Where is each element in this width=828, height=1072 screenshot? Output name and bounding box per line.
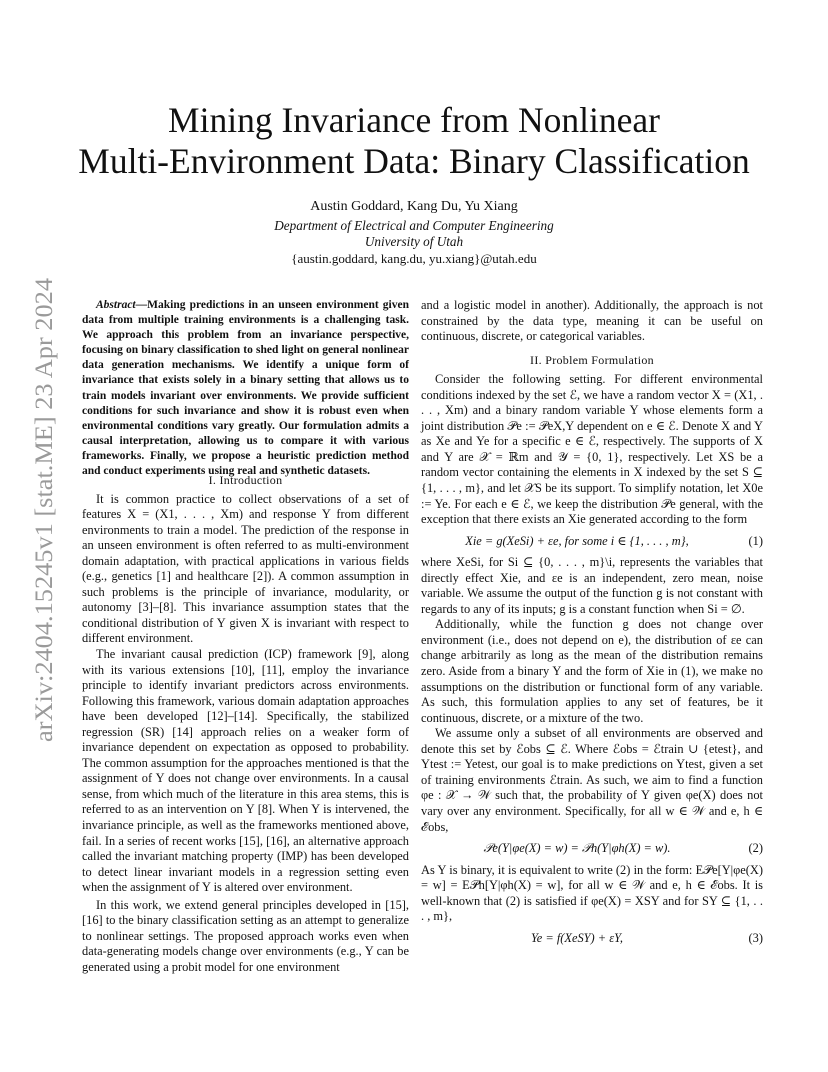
- right-paragraph-1: Consider the following setting. For different environmental conditions indexed by the set ℰ, we have a random vector X = (X1, . . . , Xm) and a binary random variable Y whose elements form a joint distribution 𝒫e := 𝒫eX,Y dependent on e ∈ ℰ. Denote X and Y as Xe and Ye for a specific e ∈ ℰ, respectively. The supports of X and Y are 𝒳 = ℝm and 𝒴 = {0, 1}, respectively. Let XS be a random vector containing the elements in X indexed by the set S ⊆ {1, . . . , m}, and let 𝒳S be its support. To simplify notation, let X0e := Ye. For each e ∈ ℰ, we keep the distribution 𝒫e general, with the exception that there exists an Xie generated according to the form: [421, 372, 763, 527]
- arxiv-id: arXiv:2404.15245v1 [stat.ME] 23 Apr 2024: [31, 301, 58, 742]
- right-paragraph-5: As Y is binary, it is equivalent to write (2) in the form: E𝒫e[Y|φe(X) = w] = E𝒫h[Y|φh(X) = w], for all w ∈ 𝒲 and e, h ∈ ℰobs. It is well-known that (2) is satisfied if φe(X) = XSY and for SY ⊆ {1, . . . , m},: [421, 862, 763, 924]
- author-emails: {austin.goddard, kang.du, yu.xiang}@utah.edu: [291, 251, 537, 266]
- equation-2-body: 𝒫e(Y|φe(X) = w) = 𝒫h(Y|φh(X) = w).: [483, 841, 671, 856]
- abstract-body: —Making predictions in an unseen environment given data from multiple training environments is a challenging task. We approach this problem from an invariance perspective, focusing on binary classification to shed light on general nonlinear data generation mechanisms. We identify a unique form of invariance that exists solely in a binary setting that allows us to train models invariant over environments. We provide sufficient conditions for such invariance and show it is robust even when environmental conditions vary greatly. Our formulation admits a causal interpretation, allowing us to compare it with various frameworks. Finally, we propose a heuristic prediction method and conduct experiments using real and synthetic datasets.: [82, 299, 409, 478]
- introduction-section: [82, 473, 409, 976]
- intro-heading: I. Introduction: [208, 473, 283, 487]
- equation-2: [421, 841, 763, 857]
- right-paragraph-2: where XeSi, for Si ⊆ {0, . . . , m}\i, represents the variables that directly effect Xie, and εe is an independent, zero mean, noise variable. We assume the output of the function g is not constant with regards to any of its inputs; g is a constant function when Si = ∅.: [421, 555, 763, 616]
- intro-paragraph-2: The invariant causal prediction (ICP) framework [9], along with its various extensions [10], [11], employ the invariance principle to identify invariant predictors across environments. Following this framework, various domain adaptation approaches have been developed [12]–[14]. Specifically, the stabilized regression (SR) [14] approach relies on a weaker form of invariance dependent on expectation as opposed to probability. The common assumption for the approaches mentioned is that the assignment of Y does not change over environments. In a causal sense, from which much of the literature in this area stems, this is referred to as an intervention on Y [8]. When Y is intervened, the invariance principle, as well as the frameworks mentioned above, fail. In a series of recent works [15], [16], an alternative approach called the invariant matching property (IMP) has been developed to detect linear invariant models in a regression setting even when the assignment of Y is altered over environment.: [82, 647, 409, 895]
- university: University of Utah: [364, 234, 464, 249]
- equation-1-body: Xie = g(XeSi) + εe, for some i ∈ {1, . . . , m},: [465, 533, 689, 548]
- equation-3: [421, 931, 763, 947]
- right-paragraph-3: Additionally, while the function g does not change over environment (i.e., does not depend on e), the distribution of εe can change arbitrarily as long as the mean of the distribution remains zero. Aside from a binary Y and the form of Xie in (1), we make no assumptions on the distribution or functional form of any variable. As such, this formulation applies to any set of features, be it continuous, discrete, or a mixture of the two.: [421, 617, 763, 725]
- intro-paragraph-3: In this work, we extend general principles developed in [15], [16] to the binary classification setting as an attempt to generalize to nonlinear settings. The proposed approach works even when data-generating models change over environments (e.g., Y can be generated using a probit model for one environment: [82, 897, 409, 974]
- right-paragraph-4: We assume only a subset of all environments are observed and denote this set by ℰobs ⊆ ℰ. Where ℰobs = ℰtrain ∪ {etest}, and Ytest := Yetest, our goal is to make predictions on Ytest, given a set of training environments ℰtrain. As such, we aim to find a function φe : 𝒳 → 𝒲 such that, the probability of Y given φe(X) does not vary over any environment. Specifically, for all w ∈ 𝒲 and e, h ∈ ℰobs,: [421, 726, 763, 834]
- abstract-lead: Abstract: [96, 299, 136, 311]
- title-line-2: Multi-Environment Data: Binary Classification: [78, 141, 750, 181]
- department: Department of Electrical and Computer Engineering: [274, 218, 554, 233]
- abstract: [82, 298, 409, 479]
- problem-formulation-section: [421, 298, 763, 952]
- equation-1-number: (1): [748, 533, 763, 548]
- intro-paragraph-1: It is common practice to collect observations of a set of features X = (X1, . . . , Xm) and response Y from different environments to train a model. The prediction of the response in an unseen environment is often referred to as multi-environment domain adaptation, with practical applications in various fields (e.g., genetics [1] and healthcare [2]). A common assumption in such problems is the principle of invariance, modularity, or autonomy [3]–[8]. This invariance assumption states that the conditional distribution of Y given X is invariant with respect to different environment.: [82, 491, 409, 646]
- equation-1: [421, 534, 763, 550]
- paper-title: [60, 100, 768, 182]
- right-paragraph-0: and a logistic model in another). Additionally, the approach is not constrained by the data type, meaning it can be useful on continuous, discrete, or categorical variables.: [421, 298, 763, 344]
- section-2-heading: II. Problem Formulation: [530, 352, 654, 367]
- title-line-1: Mining Invariance from Nonlinear: [168, 100, 660, 140]
- equation-3-number: (3): [748, 930, 763, 945]
- equation-2-number: (2): [748, 841, 763, 856]
- equation-3-body: Ye = f(XeSY) + εY,: [531, 930, 623, 945]
- authors: Austin Goddard, Kang Du, Yu Xiang: [310, 199, 518, 214]
